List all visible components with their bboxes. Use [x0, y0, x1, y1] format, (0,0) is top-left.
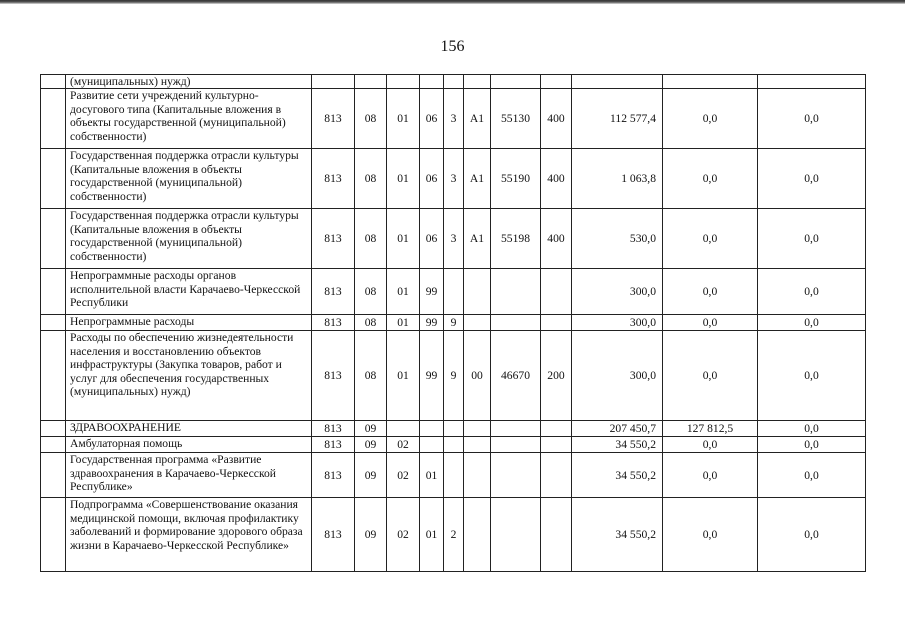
ministry-code: 813	[312, 209, 355, 269]
expense-type-code	[541, 498, 572, 572]
amount-year3: 0,0	[758, 498, 866, 572]
table-row	[41, 89, 866, 149]
amount-year2: 0,0	[663, 453, 758, 498]
project-code: А1	[464, 149, 491, 209]
amount-year2: 0,0	[663, 209, 758, 269]
subprogram-code	[444, 421, 464, 437]
amount-year2: 0,0	[663, 437, 758, 453]
project-code	[464, 75, 491, 89]
program-code: 06	[420, 149, 444, 209]
amount-year1: 300,0	[572, 315, 663, 331]
ministry-code: 813	[312, 89, 355, 149]
amount-year1: 1 063,8	[572, 149, 663, 209]
row-description: Государственная поддержка отрасли культуры (Капитальные вложения в объекты государственной (муниципальной) собственности)	[66, 149, 312, 209]
subprogram-code: 9	[444, 331, 464, 421]
subprogram-code	[444, 437, 464, 453]
amount-year1: 300,0	[572, 331, 663, 421]
subprogram-code: 9	[444, 315, 464, 331]
row-description: Государственная поддержка отрасли культуры (Капитальные вложения в объекты государственной (муниципальной) собственности)	[66, 209, 312, 269]
subsection-code: 01	[387, 269, 420, 315]
amount-year2: 0,0	[663, 149, 758, 209]
ministry-code: 813	[312, 437, 355, 453]
table-row	[41, 437, 866, 453]
budget-table	[40, 74, 866, 572]
scan-edge	[0, 0, 905, 4]
expense-type-code	[541, 269, 572, 315]
row-description: Подпрограмма «Совершенствование оказания медицинской помощи, включая профилактику заболеваний и формирование здорового образа жизни в Карачаево-Черкесской Республике»	[66, 498, 312, 572]
subprogram-code: 3	[444, 89, 464, 149]
blank-cell	[41, 421, 66, 437]
expense-type-code: 400	[541, 89, 572, 149]
program-code: 01	[420, 453, 444, 498]
subprogram-code: 2	[444, 498, 464, 572]
blank-cell	[41, 89, 66, 149]
amount-year3	[758, 75, 866, 89]
subsection-code: 01	[387, 149, 420, 209]
amount-year2: 0,0	[663, 498, 758, 572]
amount-year2	[663, 75, 758, 89]
direction-code	[491, 315, 541, 331]
expense-type-code	[541, 453, 572, 498]
expense-type-code	[541, 421, 572, 437]
blank-cell	[41, 315, 66, 331]
subsection-code: 01	[387, 315, 420, 331]
row-description: Расходы по обеспечению жизнедеятельности населения и восстановлению объектов инфраструктуры (Закупка товаров, работ и услуг для обеспечения государственных (муниципальных) нужд)	[66, 331, 312, 421]
expense-type-code	[541, 75, 572, 89]
ministry-code	[312, 75, 355, 89]
amount-year1: 34 550,2	[572, 498, 663, 572]
blank-cell	[41, 331, 66, 421]
ministry-code: 813	[312, 498, 355, 572]
program-code	[420, 437, 444, 453]
section-code: 09	[355, 421, 387, 437]
section-code: 08	[355, 89, 387, 149]
amount-year3: 0,0	[758, 331, 866, 421]
project-code	[464, 453, 491, 498]
direction-code	[491, 75, 541, 89]
row-description: ЗДРАВООХРАНЕНИЕ	[66, 421, 312, 437]
row-description: (муниципальных) нужд)	[66, 75, 312, 89]
project-code	[464, 437, 491, 453]
program-code: 99	[420, 315, 444, 331]
subprogram-code: 3	[444, 209, 464, 269]
amount-year3: 0,0	[758, 453, 866, 498]
expense-type-code	[541, 437, 572, 453]
project-code	[464, 269, 491, 315]
expense-type-code: 200	[541, 331, 572, 421]
amount-year2: 0,0	[663, 331, 758, 421]
amount-year1: 530,0	[572, 209, 663, 269]
subprogram-code: 3	[444, 149, 464, 209]
direction-code: 55130	[491, 89, 541, 149]
amount-year1: 300,0	[572, 269, 663, 315]
amount-year1: 207 450,7	[572, 421, 663, 437]
amount-year1: 112 577,4	[572, 89, 663, 149]
direction-code	[491, 498, 541, 572]
amount-year3: 0,0	[758, 149, 866, 209]
project-code	[464, 421, 491, 437]
direction-code: 55198	[491, 209, 541, 269]
table-row	[41, 209, 866, 269]
ministry-code: 813	[312, 453, 355, 498]
table-row	[41, 421, 866, 437]
blank-cell	[41, 269, 66, 315]
project-code	[464, 315, 491, 331]
expense-type-code	[541, 315, 572, 331]
section-code: 08	[355, 269, 387, 315]
subprogram-code	[444, 75, 464, 89]
subsection-code: 01	[387, 89, 420, 149]
direction-code	[491, 437, 541, 453]
subsection-code	[387, 75, 420, 89]
section-code: 09	[355, 437, 387, 453]
row-description: Непрограммные расходы органов исполнительной власти Карачаево-Черкесской Республики	[66, 269, 312, 315]
expense-type-code: 400	[541, 149, 572, 209]
subsection-code: 02	[387, 498, 420, 572]
section-code: 08	[355, 149, 387, 209]
section-code	[355, 75, 387, 89]
table-row	[41, 269, 866, 315]
section-code: 08	[355, 331, 387, 421]
blank-cell	[41, 453, 66, 498]
row-description: Развитие сети учреждений культурно-досугового типа (Капитальные вложения в объекты государственной (муниципальной) собственности)	[66, 89, 312, 149]
section-code: 08	[355, 315, 387, 331]
table-row	[41, 149, 866, 209]
subsection-code: 01	[387, 209, 420, 269]
direction-code	[491, 269, 541, 315]
amount-year2: 0,0	[663, 89, 758, 149]
program-code	[420, 75, 444, 89]
direction-code	[491, 453, 541, 498]
ministry-code: 813	[312, 149, 355, 209]
amount-year3: 0,0	[758, 209, 866, 269]
row-description: Амбулаторная помощь	[66, 437, 312, 453]
amount-year2: 0,0	[663, 269, 758, 315]
subprogram-code	[444, 453, 464, 498]
blank-cell	[41, 498, 66, 572]
section-code: 09	[355, 453, 387, 498]
subprogram-code	[444, 269, 464, 315]
direction-code: 55190	[491, 149, 541, 209]
expense-type-code: 400	[541, 209, 572, 269]
section-code: 09	[355, 498, 387, 572]
ministry-code: 813	[312, 269, 355, 315]
subsection-code: 02	[387, 437, 420, 453]
amount-year1: 34 550,2	[572, 437, 663, 453]
amount-year1	[572, 75, 663, 89]
table-row	[41, 315, 866, 331]
amount-year3: 0,0	[758, 315, 866, 331]
ministry-code: 813	[312, 315, 355, 331]
amount-year2: 0,0	[663, 315, 758, 331]
subsection-code: 02	[387, 453, 420, 498]
program-code: 01	[420, 498, 444, 572]
program-code: 99	[420, 269, 444, 315]
table-body	[41, 75, 866, 572]
blank-cell	[41, 75, 66, 89]
page-number: 156	[440, 38, 465, 55]
direction-code	[491, 421, 541, 437]
blank-cell	[41, 437, 66, 453]
program-code: 99	[420, 331, 444, 421]
amount-year1: 34 550,2	[572, 453, 663, 498]
amount-year3: 0,0	[758, 437, 866, 453]
project-code	[464, 498, 491, 572]
ministry-code: 813	[312, 331, 355, 421]
amount-year3: 0,0	[758, 89, 866, 149]
ministry-code: 813	[312, 421, 355, 437]
table-row	[41, 331, 866, 421]
program-code: 06	[420, 89, 444, 149]
project-code: 00	[464, 331, 491, 421]
table-row	[41, 498, 866, 572]
amount-year2: 127 812,5	[663, 421, 758, 437]
subsection-code: 01	[387, 331, 420, 421]
project-code: А1	[464, 209, 491, 269]
subsection-code	[387, 421, 420, 437]
blank-cell	[41, 209, 66, 269]
program-code: 06	[420, 209, 444, 269]
direction-code: 46670	[491, 331, 541, 421]
table-row	[41, 75, 866, 89]
blank-cell	[41, 149, 66, 209]
table-row	[41, 453, 866, 498]
program-code	[420, 421, 444, 437]
section-code: 08	[355, 209, 387, 269]
amount-year3: 0,0	[758, 421, 866, 437]
amount-year3: 0,0	[758, 269, 866, 315]
row-description: Государственная программа «Развитие здравоохранения в Карачаево-Черкесской Республике»	[66, 453, 312, 498]
project-code: А1	[464, 89, 491, 149]
row-description: Непрограммные расходы	[66, 315, 312, 331]
